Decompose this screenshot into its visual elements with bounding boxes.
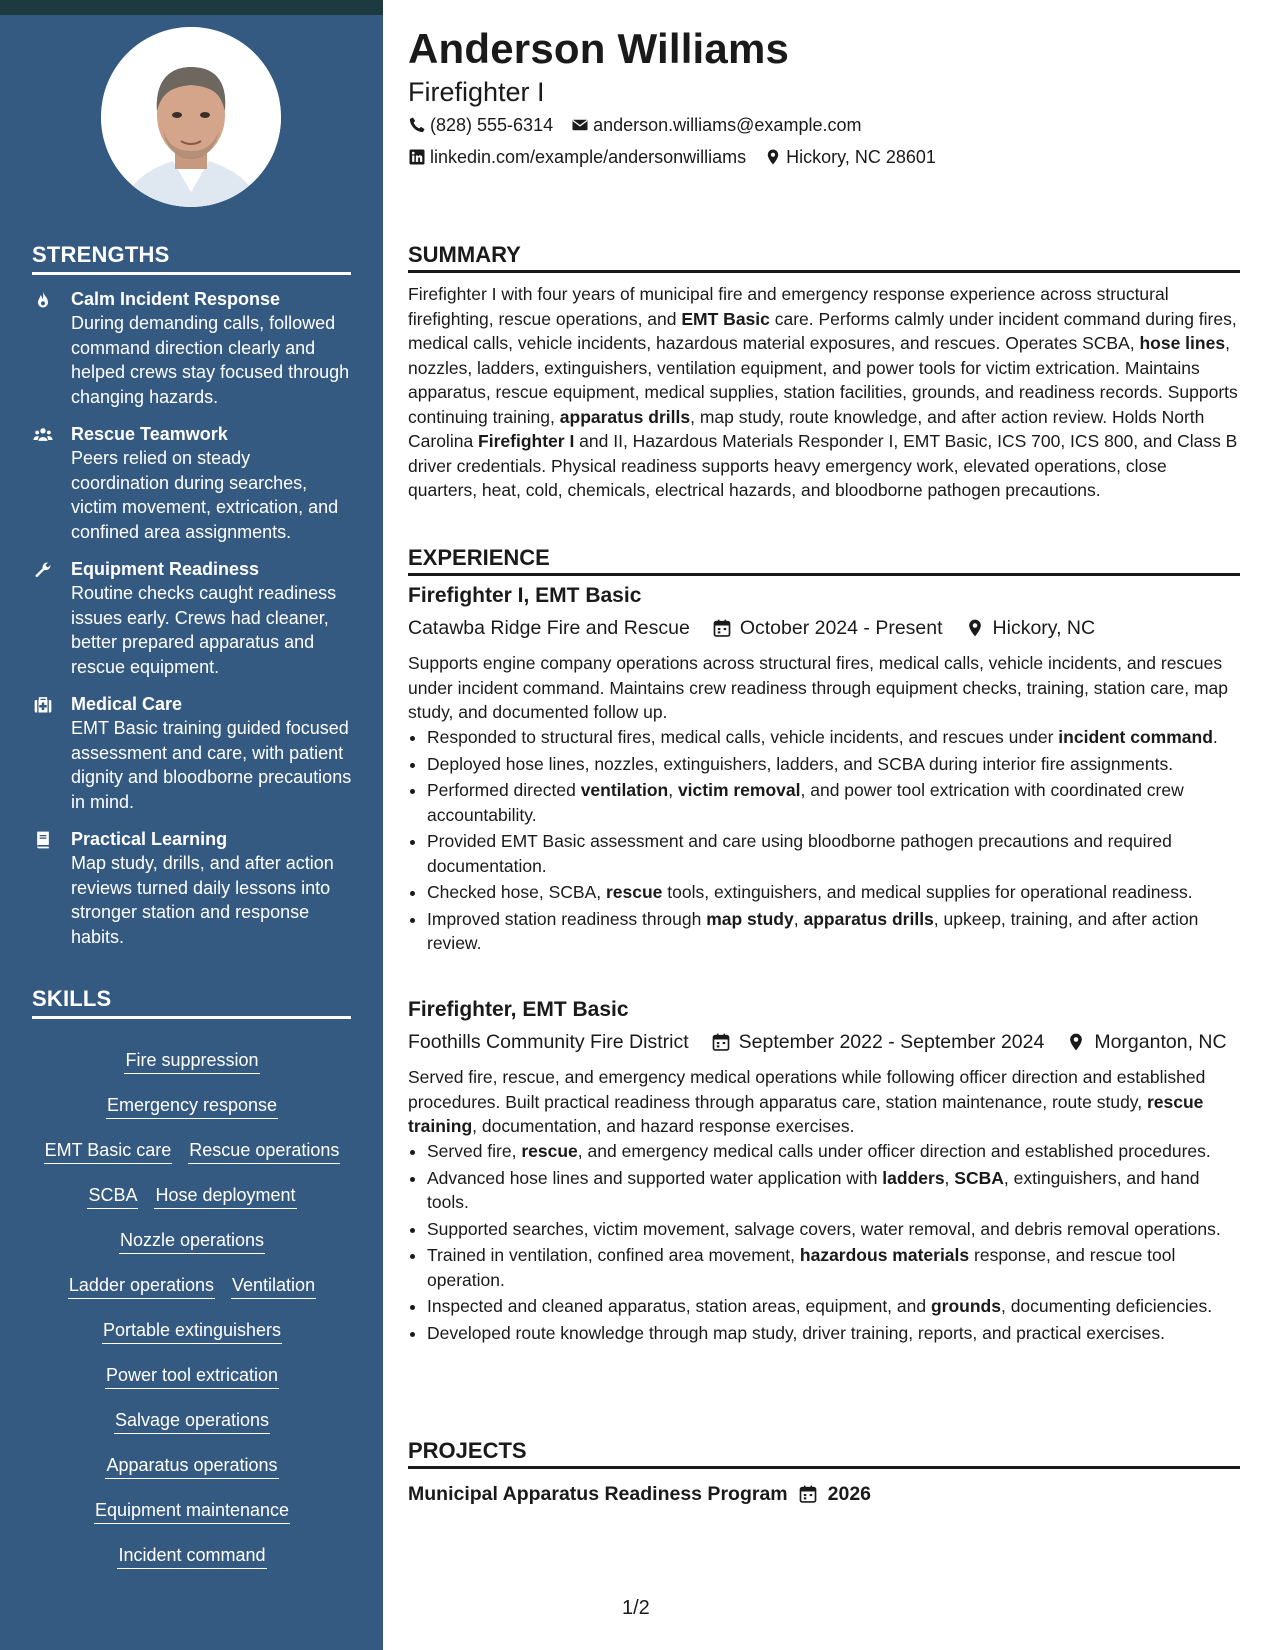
project-item	[408, 1481, 871, 1507]
strength-item	[32, 557, 352, 679]
job-meta	[408, 615, 1095, 641]
strength-item	[32, 692, 352, 814]
map-pin-icon	[1066, 1032, 1086, 1052]
skill-tag: Nozzle operations	[119, 1228, 265, 1254]
book-icon	[32, 830, 54, 850]
location-text: Hickory, NC 28601	[786, 147, 936, 167]
bullet-item: • Provided EMT Basic assessment and care using bloodborne pathogen precautions and required documentation.	[427, 829, 1240, 878]
skill-tag: Hose deployment	[154, 1183, 296, 1209]
skill-tag: EMT Basic care	[44, 1138, 173, 1164]
skill-tag: Salvage operations	[114, 1408, 270, 1434]
people-group-icon	[32, 425, 54, 445]
job-meta	[408, 1029, 1227, 1055]
skill-row	[32, 1183, 352, 1228]
bullet-item: • Responded to structural fires, medical calls, vehicle incidents, and rescues under incident command.	[427, 725, 1240, 750]
job-dates: September 2022 - September 2024	[738, 1031, 1045, 1053]
strengths-list	[32, 287, 352, 962]
job-dates: October 2024 - Present	[739, 617, 943, 639]
bullet-item: • Supported searches, victim movement, salvage covers, water removal, and debris removal operations.	[427, 1217, 1240, 1242]
skill-tag: Equipment maintenance	[94, 1498, 290, 1524]
calendar-icon	[711, 1032, 731, 1052]
sidebar-top-bar	[0, 0, 383, 15]
projects-heading: PROJECTS	[408, 1438, 1240, 1469]
sidebar	[0, 15, 383, 1650]
page-number: 1/2	[622, 1597, 650, 1619]
skill-tag: Power tool extrication	[105, 1363, 279, 1389]
skill-tag: Ladder operations	[68, 1273, 215, 1299]
phone-text: (828) 555-6314	[430, 115, 554, 135]
strength-title: Medical Care	[71, 694, 183, 714]
strength-description: Map study, drills, and after action reviews turned daily lessons into stronger station and response habits.	[71, 853, 334, 947]
skill-row	[32, 1228, 352, 1273]
envelope-icon	[571, 116, 589, 134]
strength-item	[32, 422, 352, 544]
job-title: Firefighter, EMT Basic	[408, 998, 629, 1021]
job-bullets	[408, 725, 1240, 958]
skill-row	[32, 1453, 352, 1498]
bullet-item: • Developed route knowledge through map study, driver training, reports, and practical exercises.	[427, 1321, 1240, 1346]
strength-description: Peers relied on steady coordination during searches, victim movement, extrication, and confined area assignments.	[71, 448, 339, 542]
strengths-heading: STRENGTHS	[32, 242, 351, 275]
job-description: Served fire, rescue, and emergency medical operations while following officer direction and established procedures. Built practical readiness through apparatus care, station maintenance, route study, rescue training, documentation, and hazard response exercises.	[408, 1067, 1206, 1136]
skill-tag: Portable extinguishers	[102, 1318, 282, 1344]
strength-item	[32, 827, 352, 949]
job-company: Foothills Community Fire District	[408, 1031, 689, 1053]
candidate-role: Firefighter I	[408, 77, 545, 107]
skill-tag: SCBA	[87, 1183, 138, 1209]
strength-item	[32, 287, 352, 409]
email-contact[interactable]	[571, 113, 861, 137]
phone-contact[interactable]	[408, 113, 553, 137]
bullet-item: • Checked hose, SCBA, rescue tools, extinguishers, and medical supplies for operational readiness.	[427, 880, 1240, 905]
bullet-item: • Performed directed ventilation, victim removal, and power tool extrication with coordinated crew accountability.	[427, 778, 1240, 827]
skills-heading: SKILLS	[32, 986, 351, 1019]
contact-row-1	[408, 113, 861, 137]
job-bullets	[408, 1139, 1240, 1347]
bullet-item: • Trained in ventilation, confined area movement, hazardous materials response, and rescue tool operation.	[427, 1243, 1240, 1292]
profile-photo	[101, 27, 281, 207]
job-location: Morganton, NC	[1094, 1031, 1227, 1053]
bullet-item: • Inspected and cleaned apparatus, station areas, equipment, and grounds, documenting deficiencies.	[427, 1294, 1240, 1319]
map-pin-icon	[965, 618, 985, 638]
location-contact	[764, 145, 936, 169]
skill-tag: Fire suppression	[124, 1048, 259, 1074]
phone-icon	[408, 116, 426, 134]
bullet-item: • Served fire, rescue, and emergency medical calls under officer direction and established procedures.	[427, 1139, 1240, 1164]
job-company: Catawba Ridge Fire and Rescue	[408, 617, 690, 639]
map-pin-icon	[764, 148, 782, 166]
skill-tag: Rescue operations	[188, 1138, 340, 1164]
strength-description: EMT Basic training guided focused assessment and care, with patient dignity and bloodborne precautions in mind.	[71, 718, 352, 812]
strength-title: Equipment Readiness	[71, 559, 260, 579]
contact-row-2	[408, 145, 936, 169]
wrench-icon	[32, 560, 54, 580]
linkedin-link: linkedin.com/example/andersonwilliams	[430, 147, 747, 167]
skill-tag: Ventilation	[231, 1273, 316, 1299]
job-title: Firefighter I, EMT Basic	[408, 584, 642, 607]
summary-heading: SUMMARY	[408, 242, 1240, 273]
linkedin-contact[interactable]	[408, 145, 746, 169]
summary-text: Firefighter I with four years of municipal fire and emergency response experience across structural firefighting, rescue operations, and EMT Basic care. Performs calmly under incident command during fires, medical calls, vehicle incidents, hazardous material exposures, and rescues. Operates SCBA, hose lines, nozzles, ladders, extinguishers, ventilation equipment, and power tools for victim extrication. Maintains apparatus, rescue equipment, medical supplies, station facilities, grounds, and readiness records. Supports continuing training, apparatus drills, map study, route knowledge, and after action review. Holds North Carolina Firefighter I and II, Hazardous Materials Responder I, EMT Basic, ICS 700, ICS 800, and Class B driver credentials. Physical readiness supports heavy emergency work, elevated operations, close quarters, heat, cold, chemicals, electrical hazards, and bloodborne pathogen precautions.	[408, 284, 1238, 500]
project-year: 2026	[827, 1483, 872, 1505]
skill-row	[32, 1048, 352, 1093]
skill-row	[32, 1408, 352, 1453]
avatar	[101, 27, 281, 207]
email-link: anderson.williams@example.com	[593, 115, 862, 135]
linkedin-icon	[408, 148, 426, 166]
job-description: Supports engine company operations across structural fires, medical calls, vehicle incidents, and rescues under incident command. Maintains crew readiness through equipment checks, training, station care, map study, and documented follow up.	[408, 653, 1229, 722]
experience-heading: EXPERIENCE	[408, 545, 1240, 576]
bullet-item: • Advanced hose lines and supported water application with ladders, SCBA, extinguishers, and hand tools.	[427, 1166, 1240, 1215]
bullet-item: • Improved station readiness through map study, apparatus drills, upkeep, training, and after action review.	[427, 907, 1240, 956]
bullet-item: • Deployed hose lines, nozzles, extinguishers, ladders, and SCBA during interior fire assignments.	[427, 752, 1240, 777]
calendar-icon	[798, 1484, 818, 1504]
skill-row	[32, 1498, 352, 1543]
skill-row	[32, 1318, 352, 1363]
skill-tag: Apparatus operations	[105, 1453, 278, 1479]
strength-description: During demanding calls, followed command direction clearly and helped crews stay focused through changing hazards.	[71, 313, 350, 407]
strength-description: Routine checks caught readiness issues early. Crews had cleaner, better prepared apparatus and rescue equipment.	[71, 583, 337, 677]
medical-kit-icon	[32, 695, 54, 715]
skill-tag: Incident command	[117, 1543, 266, 1569]
skill-tag: Emergency response	[106, 1093, 278, 1119]
strength-title: Calm Incident Response	[71, 289, 281, 309]
strength-title: Rescue Teamwork	[71, 424, 228, 444]
skill-row	[32, 1093, 352, 1138]
job-location: Hickory, NC	[992, 617, 1096, 639]
skill-row	[32, 1138, 352, 1183]
skill-row	[32, 1363, 352, 1408]
strength-title: Practical Learning	[71, 829, 228, 849]
skill-row	[32, 1543, 352, 1588]
calendar-icon	[712, 618, 732, 638]
candidate-name: Anderson Williams	[408, 25, 790, 72]
fire-icon	[32, 290, 54, 310]
skill-row	[32, 1273, 352, 1318]
skills-list	[32, 1048, 352, 1588]
project-title: Municipal Apparatus Readiness Program	[408, 1483, 788, 1505]
